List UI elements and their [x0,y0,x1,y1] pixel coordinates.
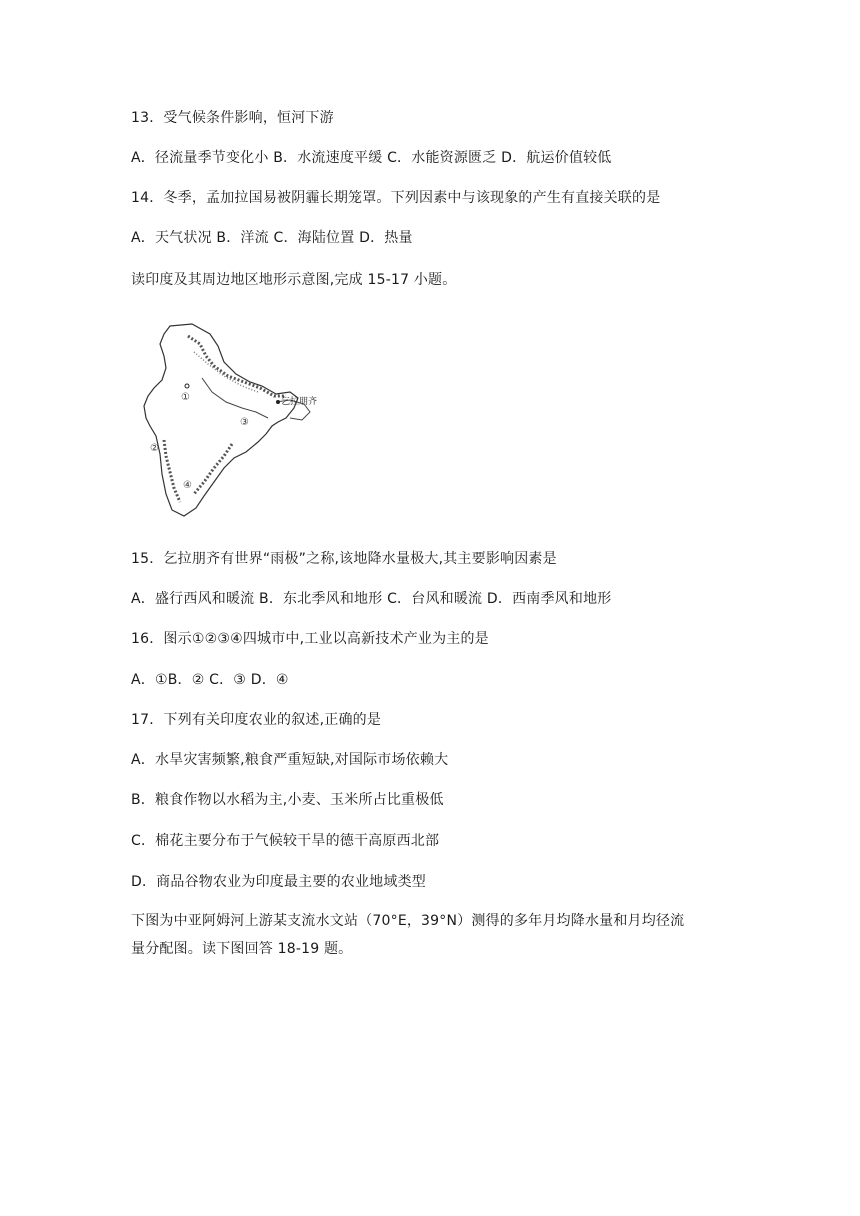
q16-stem: 16．图示①②③④四城市中,工业以高新技术产业为主的是 [131,631,489,647]
intro-18-19-line2: 量分配图。读下图回答 18-19 题。 [131,941,353,957]
q16-options: A．①B．② C．③ D．④ [131,672,289,688]
eastern-ghats [194,444,232,494]
intro-18-19-line1: 下图为中亚阿姆河上游某支流水文站（70°E，39°N）测得的多年月均降水量和月均径流 [131,913,685,929]
q17-option-c: C．棉花主要分布于气候较干旱的德干高原西北部 [131,833,440,849]
ganges-river [202,378,268,418]
cherrapunji-marker [276,400,280,404]
city-3-label: ③ [240,417,249,428]
india-outline [144,324,298,516]
q14-stem: 14．冬季，孟加拉国易被阴霾长期笼罩。下列因素中与该现象的产生有直接关联的是 [131,190,661,206]
q17-option-a: A．水旱灾害频繁,粮食严重短缺,对国际市场依赖大 [131,752,449,768]
q17-option-b: B．粮食作物以水稻为主,小麦、玉米所占比重极低 [131,792,444,808]
q15-stem: 15．乞拉朋齐有世界“雨极”之称,该地降水量极大,其主要影响因素是 [131,551,557,567]
india-terrain-map [140,322,320,522]
himalaya-range-inner [194,352,258,392]
city-1-label: ① [181,392,190,403]
city-1-marker [185,384,189,388]
city-4-label: ④ [183,480,192,491]
intro-15-17: 读印度及其周边地区地形示意图,完成 15-17 小题。 [131,272,457,288]
q13-stem: 13．受气候条件影响，恒河下游 [131,110,334,126]
q17-stem: 17．下列有关印度农业的叙述,正确的是 [131,712,382,728]
q17-option-d: D．商品谷物农业为印度最主要的农业地域类型 [131,874,426,890]
himalaya-range [188,336,286,396]
q14-options: A．天气状况 B．洋流 C．海陆位置 D．热量 [131,230,413,246]
cherrapunji-label: 乞拉朋齐 [281,397,318,407]
western-ghats [164,440,180,502]
city-2-label: ② [150,443,159,454]
q13-options: A．径流量季节变化小 B．水流速度平缓 C．水能资源匮乏 D．航运价值较低 [131,150,612,166]
q15-options: A．盛行西风和暖流 B．东北季风和地形 C．台风和暖流 D．西南季风和地形 [131,591,612,607]
